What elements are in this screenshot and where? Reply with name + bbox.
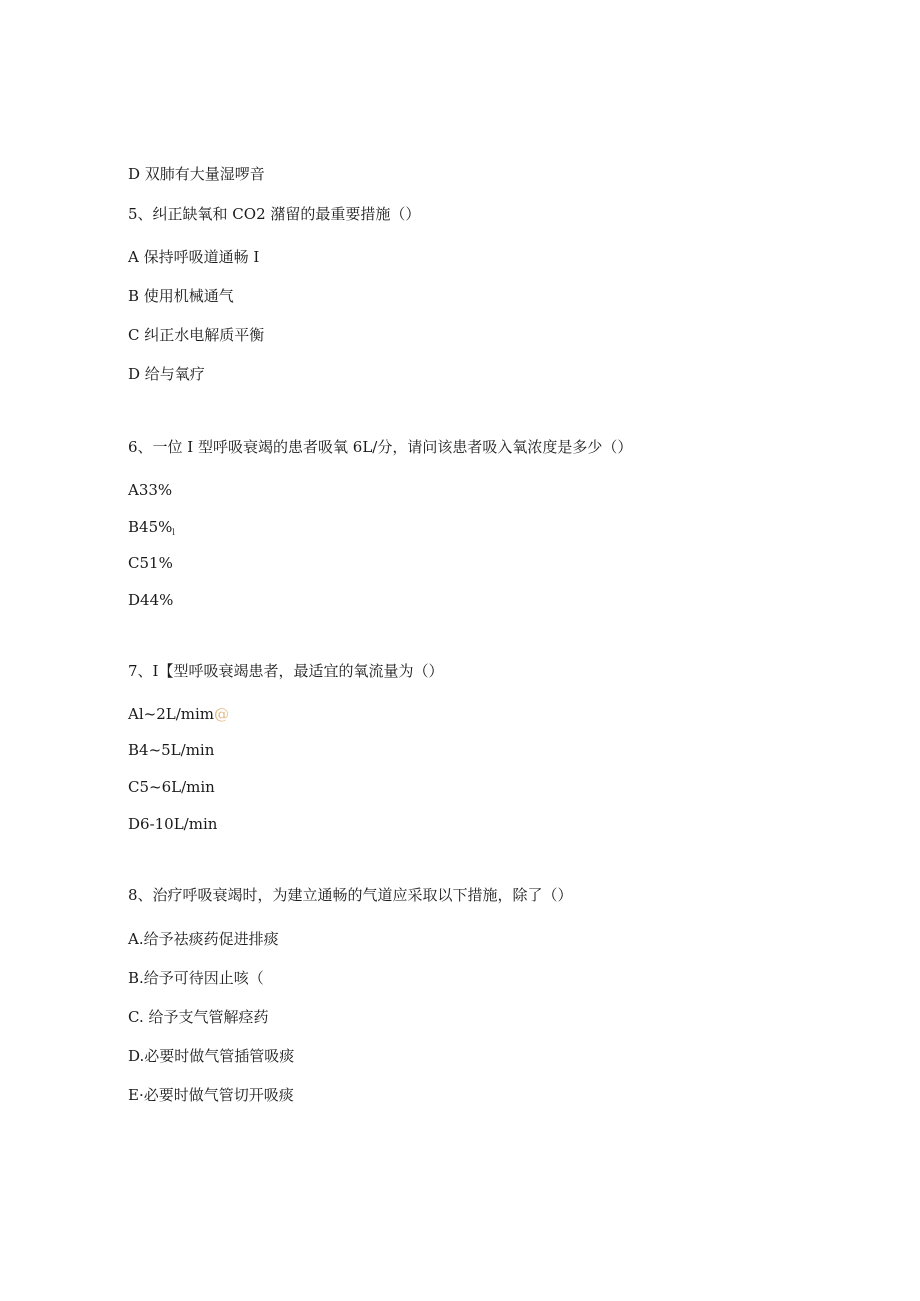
q7-option-b: B4~5L/min: [128, 741, 215, 759]
q7-option-d: D6-10L/min: [128, 815, 218, 833]
q5-option-b: B 使用机械通气: [128, 287, 234, 305]
q8-stem: 8、治疗呼吸衰竭时，为建立通畅的气道应采取以下措施，除了（）: [128, 886, 573, 904]
q7-option-a-mark: @: [214, 705, 230, 723]
q6-stem: 6、一位 I 型呼吸衰竭的患者吸氧 6L/分，请问该患者吸入氧浓度是多少（）: [128, 438, 633, 456]
q7-option-a-text: Al~2L∕mim: [128, 705, 215, 723]
q6-option-b: [128, 517, 175, 543]
q6-option-c: C51%: [128, 554, 173, 572]
q8-option-e: E·必要时做气管切开吸痰: [128, 1086, 294, 1104]
q6-option-d: D44%: [128, 591, 174, 609]
q5-stem: 5、纠正缺氧和 CO2 潴留的最重要措施（）: [128, 205, 421, 223]
q4-option-d: D 双肺有大量湿啰音: [128, 165, 265, 183]
q7-option-a: [128, 704, 229, 724]
q6-option-b-text: B45%: [128, 518, 173, 536]
q5-option-a: A 保持呼吸道通畅 I: [128, 248, 260, 266]
q5-option-d: D 给与氧疗: [128, 365, 205, 383]
q8-option-c: C. 给予支气管解痉药: [128, 1008, 269, 1026]
q8-option-a: A.给予祛痰药促进排痰: [128, 930, 279, 948]
q8-option-d: D.必要时做气管插管吸痰: [128, 1047, 295, 1065]
q6-option-a: A33%: [128, 481, 173, 499]
q5-option-c: C 纠正水电解质平衡: [128, 326, 265, 344]
q7-stem: 7、I【型呼吸衰竭患者，最适宜的氧流量为（）: [128, 662, 444, 680]
q7-option-c: C5~6L/min: [128, 778, 215, 796]
q8-option-b: B.给予可待因止咳（: [128, 969, 264, 987]
q6-option-b-mark: l: [172, 528, 175, 537]
